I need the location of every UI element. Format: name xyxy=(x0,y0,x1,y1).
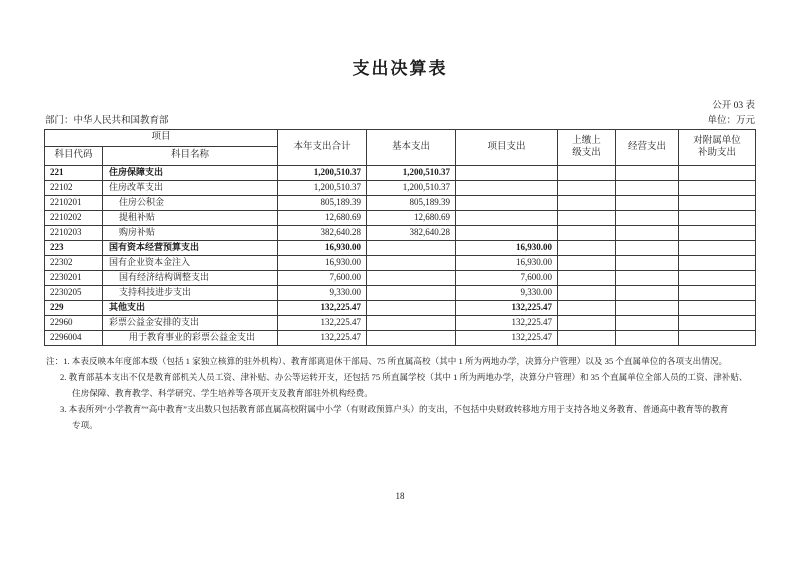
cell-basic-expenditure xyxy=(367,331,456,346)
header-total-expenditure: 本年支出合计 xyxy=(278,130,367,166)
cell-upper-level-expenditure xyxy=(558,271,616,286)
cell-upper-level-expenditure xyxy=(558,301,616,316)
cell-subject-name: 用于教育事业的彩票公益金支出 xyxy=(103,331,278,346)
cell-subsidy-expenditure xyxy=(679,256,756,271)
header-subject-name: 科目名称 xyxy=(103,147,278,166)
cell-operating-expenditure xyxy=(616,331,679,346)
table-row xyxy=(45,166,756,181)
cell-subsidy-expenditure xyxy=(679,226,756,241)
cell-basic-expenditure: 1,200,510.37 xyxy=(367,166,456,181)
note-line: 注：1. 本表反映本年度部本级（包括 1 家独立核算的驻外机构）、教育部离退休干部局、75 所直属高校（其中 1 所为两地办学，决算分户管理）以及 35 个直属单位的各项支出情况。 xyxy=(46,356,728,366)
header-subsidy-line1: 对附属单位 xyxy=(693,135,741,146)
header-operating-expenditure: 经营支出 xyxy=(616,130,679,166)
table-row xyxy=(45,196,756,211)
expenditure-table xyxy=(44,129,756,346)
cell-subject-code: 223 xyxy=(45,241,103,256)
cell-subject-code: 22302 xyxy=(45,256,103,271)
cell-total-expenditure: 1,200,510.37 xyxy=(278,166,367,181)
cell-basic-expenditure xyxy=(367,316,456,331)
header-subject-code: 科目代码 xyxy=(45,147,103,166)
cell-subject-code: 2296004 xyxy=(45,331,103,346)
cell-subject-name: 住房保障支出 xyxy=(103,166,278,181)
cell-subject-name: 国有经济结构调整支出 xyxy=(103,271,278,286)
cell-operating-expenditure xyxy=(616,316,679,331)
cell-subsidy-expenditure xyxy=(679,331,756,346)
table-row xyxy=(45,241,756,256)
notes-section xyxy=(44,353,756,433)
cell-subject-code: 221 xyxy=(45,166,103,181)
cell-upper-level-expenditure xyxy=(558,331,616,346)
department-label: 部门：中华人民共和国教育部 xyxy=(45,116,169,126)
cell-operating-expenditure xyxy=(616,271,679,286)
cell-total-expenditure: 132,225.47 xyxy=(278,301,367,316)
table-row xyxy=(45,226,756,241)
cell-basic-expenditure: 1,200,510.37 xyxy=(367,181,456,196)
cell-total-expenditure: 1,200,510.37 xyxy=(278,181,367,196)
note-line: 3. 本表所列“小学教育”“高中教育”支出数只包括教育部直属高校附属中小学（有财政预算户头）的支出，不包括中央财政转移地方用于支持各地义务教育、普通高中教育等的教育 xyxy=(60,404,729,414)
cell-subsidy-expenditure xyxy=(679,301,756,316)
table-row xyxy=(45,331,756,346)
cell-subsidy-expenditure xyxy=(679,241,756,256)
cell-total-expenditure: 7,600.00 xyxy=(278,271,367,286)
cell-operating-expenditure xyxy=(616,196,679,211)
header-upper-level-expenditure xyxy=(558,130,616,166)
cell-basic-expenditure xyxy=(367,241,456,256)
header-basic-expenditure: 基本支出 xyxy=(367,130,456,166)
cell-total-expenditure: 12,680.69 xyxy=(278,211,367,226)
cell-subsidy-expenditure xyxy=(679,166,756,181)
cell-basic-expenditure: 805,189.39 xyxy=(367,196,456,211)
cell-subject-code: 2230201 xyxy=(45,271,103,286)
cell-subject-name: 支持科技进步支出 xyxy=(103,286,278,301)
note-line: 专项。 xyxy=(72,420,98,430)
cell-total-expenditure: 16,930.00 xyxy=(278,256,367,271)
cell-subject-code: 22960 xyxy=(45,316,103,331)
cell-subject-name: 住房改革支出 xyxy=(103,181,278,196)
header-subsidy-line2: 补助支出 xyxy=(698,147,737,158)
header-project-expenditure: 项目支出 xyxy=(456,130,558,166)
cell-project-expenditure: 132,225.47 xyxy=(456,331,558,346)
cell-project-expenditure xyxy=(456,181,558,196)
cell-project-expenditure: 132,225.47 xyxy=(456,301,558,316)
cell-upper-level-expenditure xyxy=(558,286,616,301)
cell-upper-level-expenditure xyxy=(558,196,616,211)
cell-basic-expenditure: 12,680.69 xyxy=(367,211,456,226)
cell-upper-level-expenditure xyxy=(558,226,616,241)
cell-total-expenditure: 382,640.28 xyxy=(278,226,367,241)
cell-basic-expenditure xyxy=(367,271,456,286)
table-row xyxy=(45,271,756,286)
cell-upper-level-expenditure xyxy=(558,316,616,331)
cell-subject-name: 其他支出 xyxy=(103,301,278,316)
cell-operating-expenditure xyxy=(616,301,679,316)
cell-basic-expenditure xyxy=(367,301,456,316)
header-upper-level-line2: 级支出 xyxy=(572,147,601,158)
table-row xyxy=(45,316,756,331)
cell-subject-name: 提租补贴 xyxy=(103,211,278,226)
cell-subsidy-expenditure xyxy=(679,316,756,331)
cell-upper-level-expenditure xyxy=(558,166,616,181)
unit-label: 单位：万元 xyxy=(707,116,755,126)
cell-total-expenditure: 132,225.47 xyxy=(278,316,367,331)
cell-subject-name: 住房公积金 xyxy=(103,196,278,211)
meta-row xyxy=(45,112,755,126)
note-line: 2. 教育部基本支出不仅是教育部机关人员工资、津补贴、办公等运转开支，还包括 75 所直属学校（其中 1 所为两地办学，决算分户管理）和 35 个直属单位全部人员的工资、津补贴、 xyxy=(60,372,748,382)
cell-project-expenditure: 9,330.00 xyxy=(456,286,558,301)
cell-subject-code: 2230205 xyxy=(45,286,103,301)
cell-operating-expenditure xyxy=(616,166,679,181)
header-subsidy-expenditure xyxy=(679,130,756,166)
cell-subject-name: 国有企业资本金注入 xyxy=(103,256,278,271)
cell-total-expenditure: 805,189.39 xyxy=(278,196,367,211)
cell-total-expenditure: 16,930.00 xyxy=(278,241,367,256)
cell-basic-expenditure xyxy=(367,256,456,271)
cell-operating-expenditure xyxy=(616,286,679,301)
cell-basic-expenditure xyxy=(367,286,456,301)
table-row xyxy=(45,301,756,316)
table-code-label: 公开 03 表 xyxy=(712,101,755,111)
header-upper-level-line1: 上缴上 xyxy=(572,135,601,146)
cell-subject-code: 2210201 xyxy=(45,196,103,211)
cell-project-expenditure: 16,930.00 xyxy=(456,256,558,271)
page-title: 支出决算表 xyxy=(352,59,448,78)
cell-operating-expenditure xyxy=(616,256,679,271)
cell-project-expenditure xyxy=(456,166,558,181)
cell-subject-code: 22102 xyxy=(45,181,103,196)
cell-subject-name: 国有资本经营预算支出 xyxy=(103,241,278,256)
cell-total-expenditure: 132,225.47 xyxy=(278,331,367,346)
cell-upper-level-expenditure xyxy=(558,181,616,196)
cell-operating-expenditure xyxy=(616,226,679,241)
cell-upper-level-expenditure xyxy=(558,211,616,226)
cell-subject-code: 2210203 xyxy=(45,226,103,241)
cell-subject-name: 购房补贴 xyxy=(103,226,278,241)
cell-project-expenditure: 7,600.00 xyxy=(456,271,558,286)
cell-operating-expenditure xyxy=(616,211,679,226)
cell-total-expenditure: 9,330.00 xyxy=(278,286,367,301)
cell-project-expenditure: 16,930.00 xyxy=(456,241,558,256)
page-number: 18 xyxy=(395,491,405,501)
cell-project-expenditure: 132,225.47 xyxy=(456,316,558,331)
table-row xyxy=(45,181,756,196)
cell-subject-code: 229 xyxy=(45,301,103,316)
header-project-group: 项目 xyxy=(45,130,278,147)
cell-operating-expenditure xyxy=(616,181,679,196)
cell-subject-code: 2210202 xyxy=(45,211,103,226)
note-line: 住房保障、教育教学、科学研究、学生培养等各项开支及教育部驻外机构经费。 xyxy=(72,388,373,398)
cell-subject-name: 彩票公益金安排的支出 xyxy=(103,316,278,331)
cell-upper-level-expenditure xyxy=(558,256,616,271)
cell-upper-level-expenditure xyxy=(558,241,616,256)
cell-subsidy-expenditure xyxy=(679,271,756,286)
cell-subsidy-expenditure xyxy=(679,286,756,301)
cell-project-expenditure xyxy=(456,226,558,241)
cell-subsidy-expenditure xyxy=(679,211,756,226)
cell-project-expenditure xyxy=(456,196,558,211)
table-row xyxy=(45,256,756,271)
table-row xyxy=(45,211,756,226)
cell-basic-expenditure: 382,640.28 xyxy=(367,226,456,241)
table-row xyxy=(45,286,756,301)
cell-project-expenditure xyxy=(456,211,558,226)
cell-operating-expenditure xyxy=(616,241,679,256)
cell-subsidy-expenditure xyxy=(679,196,756,211)
cell-subsidy-expenditure xyxy=(679,181,756,196)
